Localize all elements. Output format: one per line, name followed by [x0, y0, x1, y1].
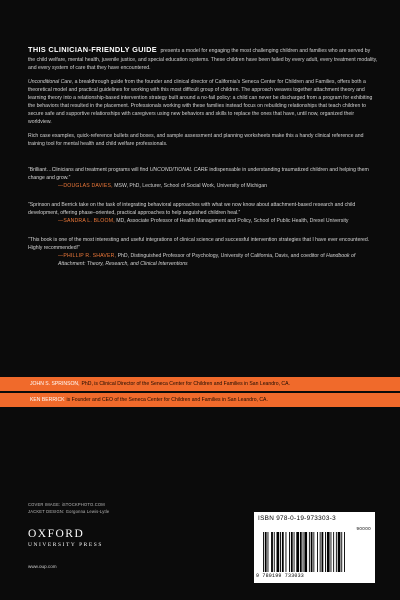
barcode-bar	[317, 532, 318, 572]
intro-text: presents a model for engaging the most challenging children and families who are served by the child welfare, mental health, juvenile justice, and special education systems. These children have been failed by every adult, every treatment modality, and every system of care that they have encountered.	[28, 48, 378, 71]
barcode-bar	[322, 532, 324, 572]
quote-text: “Sprinson and Berrick take on the task of integrating behavioral approaches with what we now know about attachment-based research and child development, offering phase–oriented, practical approaches to help anguished children heal.”	[28, 201, 356, 216]
quote-text: “This book is one of the most interesting and useful integrations of clinical science and successful intervention strategies that I have ever encountered. Highly recommended!”	[28, 237, 370, 252]
intro-lead: THIS CLINICIAN-FRIENDLY GUIDE	[28, 45, 158, 54]
barcode-bar	[320, 532, 321, 572]
publisher-logo	[28, 529, 103, 548]
author-bio: PhD, is Clinical Director of the Seneca Center for Children and Families in San Leandro, CA.	[81, 381, 290, 387]
isbn-barcode-box	[254, 512, 375, 583]
endorser-name: —SANDRA L. BLOOM,	[58, 218, 115, 225]
barcode-bar	[311, 532, 313, 572]
intro-paragraph	[28, 44, 378, 72]
barcode-bar	[289, 532, 290, 572]
barcode-bar	[271, 532, 273, 572]
back-cover-text	[28, 44, 378, 279]
barcode-bar	[341, 532, 342, 572]
author-name: JOHN S. SPRINSON,	[30, 381, 80, 387]
endorsement-quote	[28, 236, 378, 268]
barcode-bar	[313, 532, 314, 572]
barcode-bar	[291, 532, 293, 572]
author-bands	[0, 377, 400, 407]
description-paragraph	[28, 78, 378, 126]
endorsement-quote	[28, 166, 378, 190]
publisher-name: OXFORD	[28, 528, 85, 540]
description-text: a breakthrough guide from the founder and clinical director of California's Seneca Center for Children and Families, offers both a theoretical model and practical guidelines for working with this most difficult group of children. The approach weaves together attachment theory and learning theory into a relationship-based intervention strategy built around a no-fail policy: a child can never be discharged from a program for exhibiting the behaviors that resulted in the placement. Professionals working with these families instead focus on rebuilding relationships that teach children to secure safe and supportive relationships with caregivers using new behaviors and skills to replace the ones that have, until now, organized their worldview.	[28, 78, 373, 125]
quote-text: indispensable in understanding traumatized children and helping them change and grow.”	[28, 166, 369, 181]
barcode-bar	[304, 532, 307, 572]
barcode-bar	[309, 532, 310, 572]
book-title-inline: Unconditional Care,	[28, 78, 74, 85]
author-band	[0, 377, 400, 391]
endorser-name: —PHILLIP R. SHAVER,	[58, 253, 117, 260]
isbn-label: ISBN 978-0-19-973303-3	[258, 515, 337, 522]
quote-attribution	[28, 217, 378, 225]
barcode-bar	[325, 532, 326, 572]
barcode-bar	[338, 532, 341, 572]
barcode-bar	[294, 532, 295, 572]
barcode-bar	[274, 532, 275, 572]
endorser-credential: MD, Associate Professor of Health Management and Policy, School of Public Health, Drexel University	[116, 218, 349, 225]
publisher-subtitle: UNIVERSITY PRESS	[28, 541, 103, 548]
endorser-credential: PhD, Distinguished Professor of Psychology, University of California, Davis, and coeditor of	[117, 253, 325, 260]
barcode-bar	[336, 532, 337, 572]
barcode-bar	[280, 532, 281, 572]
endorser-book-title: Handbook of Attachment: Theory, Research, and Clinical Interventions	[58, 253, 356, 268]
author-name: KEN BERRICK	[30, 397, 65, 403]
price-code: 90000	[356, 526, 371, 531]
endorser-credential: MSW, PhD, Lecturer, School of Social Work, University of Michigan	[114, 182, 268, 189]
barcode-bar	[268, 532, 269, 572]
barcode-bar	[344, 532, 345, 572]
barcode-bar	[282, 532, 284, 572]
barcode-bar	[296, 532, 299, 572]
quote-attribution	[28, 252, 378, 268]
quote-text: “Brilliant…Clinicians and treatment programs will find	[28, 166, 149, 173]
quote-attribution	[28, 182, 378, 190]
barcode-bar	[327, 532, 330, 572]
endorsement-quote	[28, 201, 378, 225]
barcode-bar	[333, 532, 334, 572]
author-band	[0, 393, 400, 407]
barcode-bar	[300, 532, 302, 572]
barcode-bar	[277, 532, 280, 572]
barcode	[261, 532, 369, 572]
barcode-bar	[263, 532, 264, 572]
author-bio: is Founder and CEO of the Seneca Center for Children and Families in San Leandro, CA.	[66, 397, 268, 403]
quote-emphasis: UNCONDITIONAL CARE	[149, 166, 208, 173]
design-credits	[28, 502, 109, 516]
barcode-bar	[286, 532, 287, 572]
publisher-url[interactable]: www.oup.com	[28, 564, 57, 569]
jacket-design-credit: JACKET DESIGN: Gorgonna Lewis-Lytle	[28, 508, 110, 514]
cover-image-credit: COVER IMAGE: iSTOCKPHOTO.COM	[28, 502, 105, 507]
barcode-bar	[331, 532, 332, 572]
endorser-name: —DOUGLAS DAVIES,	[58, 182, 113, 189]
features-paragraph: Rich case examples, quick-reference bullets and boxes, and sample assessment and planning worksheets make this a handy clinical reference and training tool for mental health and child welfare professionals.	[28, 132, 364, 147]
barcode-digits: 9 780199 733033	[256, 573, 305, 579]
barcode-bar	[303, 532, 304, 572]
barcode-bar	[265, 532, 267, 572]
